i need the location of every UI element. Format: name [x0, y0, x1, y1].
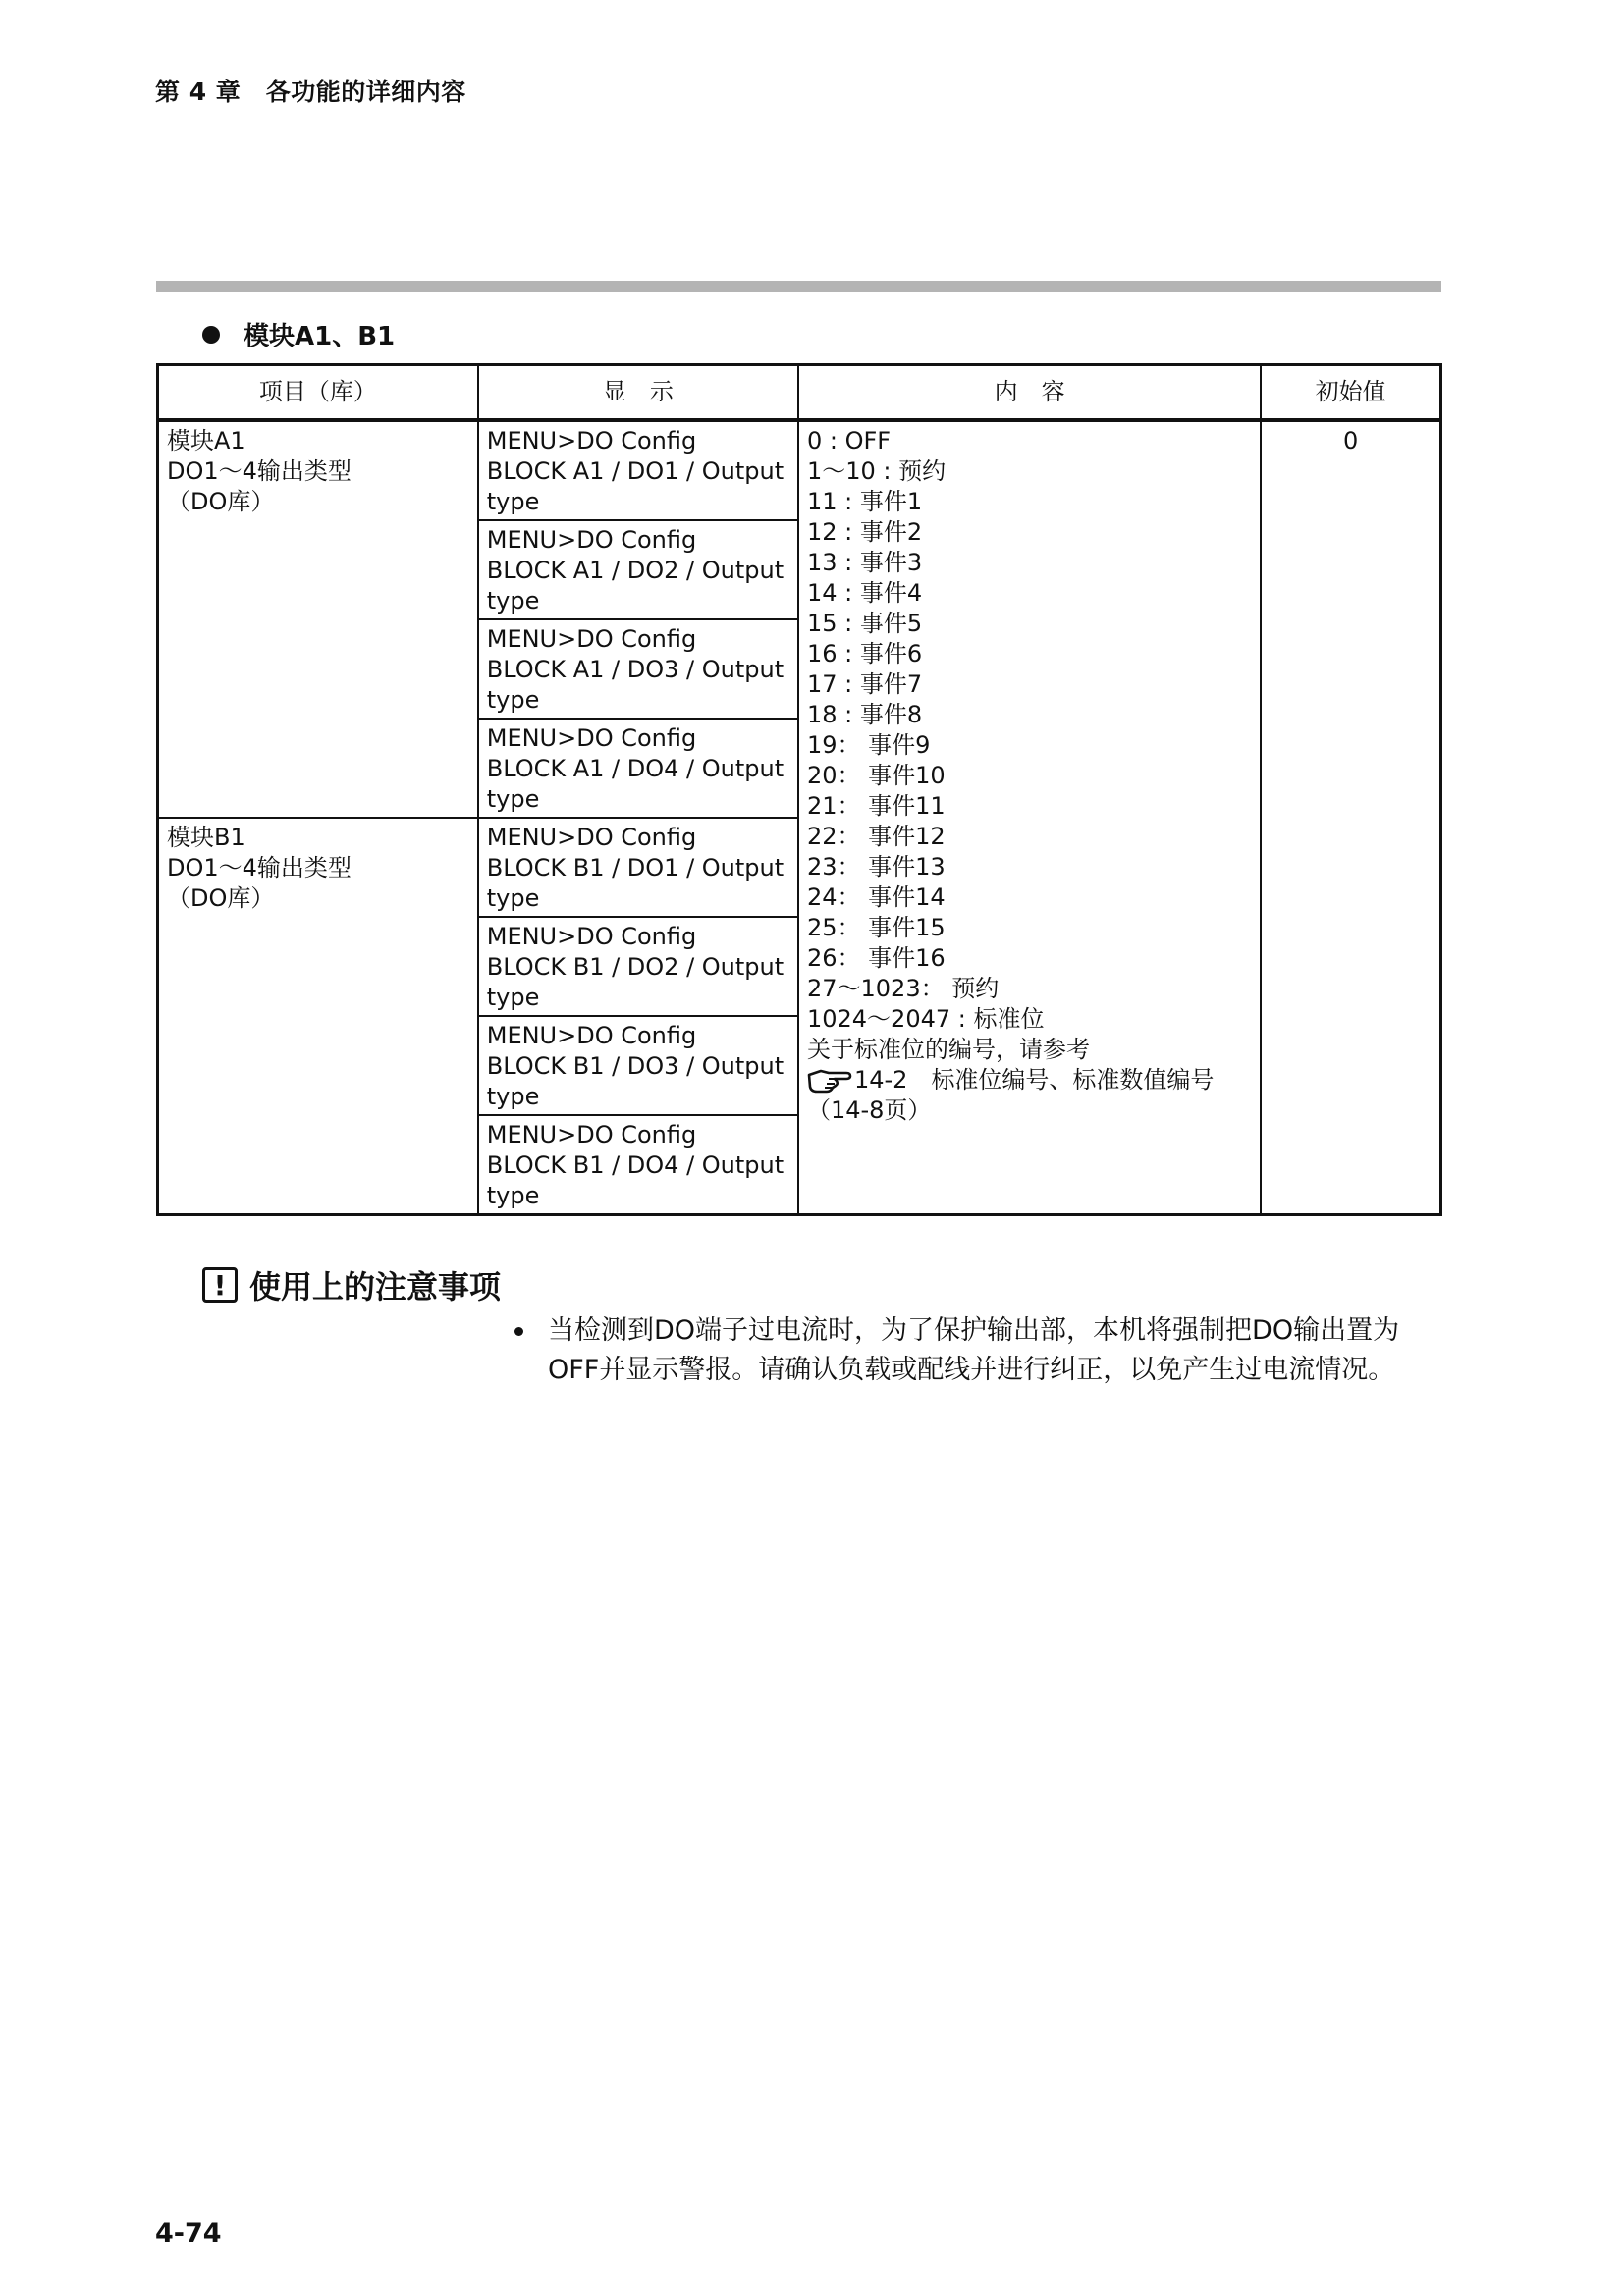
section-divider	[156, 281, 1441, 292]
bullet-icon	[202, 326, 220, 344]
content-line: 20： 事件10	[806, 762, 946, 789]
display-line: BLOCK A1 / DO1 / Output	[486, 457, 785, 485]
reference-line	[807, 1065, 1252, 1095]
display-cell	[478, 1016, 798, 1115]
display-line: type	[486, 884, 540, 912]
section-title	[202, 316, 395, 352]
display-line: MENU>DO Config	[486, 923, 697, 950]
content-line: 18 : 事件8	[806, 701, 923, 728]
content-line: 21： 事件11	[806, 792, 946, 820]
item-line: （DO库）	[167, 488, 275, 515]
item-cell-a1	[158, 420, 478, 818]
display-cell	[478, 520, 798, 619]
header-content: 内 容	[798, 365, 1261, 421]
display-line: BLOCK A1 / DO3 / Output	[486, 656, 785, 683]
display-line: BLOCK B1 / DO2 / Output	[486, 953, 785, 981]
content-line: 关于标准位的编号，请参考	[806, 1036, 1090, 1063]
initial-value-cell: 0	[1261, 420, 1440, 1215]
display-line: MENU>DO Config	[486, 1022, 697, 1049]
content-line: 22： 事件12	[806, 823, 946, 850]
page-number: 4-74	[155, 2218, 222, 2249]
caution-icon: !	[202, 1267, 238, 1303]
caution-body	[514, 1311, 1447, 1390]
display-cell	[478, 1115, 798, 1215]
item-line: 模块B1	[167, 824, 245, 851]
header-display: 显 示	[478, 365, 798, 421]
content-line: 23： 事件13	[806, 853, 946, 881]
content-line: 17 : 事件7	[806, 670, 923, 698]
caution-heading	[202, 1262, 501, 1308]
content-line: 15 : 事件5	[806, 610, 923, 637]
display-line: type	[486, 785, 540, 813]
display-line: type	[486, 1083, 540, 1110]
content-line: 24： 事件14	[806, 883, 946, 911]
display-cell	[478, 719, 798, 818]
table-row	[158, 420, 1441, 520]
table-header-row	[158, 365, 1441, 421]
content-line: 16 : 事件6	[806, 640, 923, 667]
display-line: BLOCK A1 / DO2 / Output	[486, 557, 785, 584]
content-cell	[798, 420, 1261, 1215]
reference-section: 14-2	[853, 1066, 908, 1094]
pointing-hand-icon	[807, 1067, 852, 1095]
chapter-header: 第 4 章 各功能的详细内容	[155, 78, 466, 106]
bullet-icon	[514, 1327, 523, 1336]
display-line: type	[486, 488, 540, 515]
item-cell-b1	[158, 818, 478, 1215]
content-line: 27～1023： 预约	[806, 975, 1000, 1002]
item-line: 模块A1	[167, 427, 245, 454]
display-line: BLOCK B1 / DO1 / Output	[486, 854, 785, 881]
content-line: 25： 事件15	[806, 914, 946, 941]
caution-title-text: 使用上的注意事项	[249, 1268, 502, 1306]
display-line: BLOCK B1 / DO4 / Output	[486, 1151, 785, 1179]
display-line: type	[486, 984, 540, 1011]
display-line: MENU>DO Config	[486, 824, 697, 851]
parameter-table	[156, 363, 1442, 1216]
reference-page: （14-8页）	[806, 1096, 932, 1124]
display-cell	[478, 917, 798, 1016]
display-line: MENU>DO Config	[486, 1121, 697, 1148]
reference-title: 标准位编号、标准数值编号	[931, 1066, 1215, 1094]
display-cell	[478, 619, 798, 719]
display-line: MENU>DO Config	[486, 724, 697, 752]
header-item: 项目（库）	[158, 365, 478, 421]
display-line: MENU>DO Config	[486, 526, 697, 554]
display-cell	[478, 818, 798, 917]
display-line: MENU>DO Config	[486, 427, 697, 454]
content-line: 1～10 : 预约	[806, 457, 947, 485]
content-line: 1024～2047 : 标准位	[806, 1005, 1045, 1033]
content-line: 12 : 事件2	[806, 518, 923, 546]
caution-line: 当检测到DO端子过电流时，为了保护输出部，本机将强制把DO输出置为	[548, 1315, 1400, 1346]
section-title-text: 模块A1、B1	[244, 322, 396, 351]
display-line: BLOCK A1 / DO4 / Output	[486, 755, 785, 782]
content-line: 19： 事件9	[806, 731, 931, 759]
display-line: MENU>DO Config	[486, 625, 697, 653]
display-cell	[478, 420, 798, 520]
display-line: type	[486, 1182, 540, 1209]
content-line: 0 : OFF	[806, 427, 892, 454]
item-line: （DO库）	[167, 884, 275, 912]
item-line: DO1～4输出类型	[167, 457, 352, 485]
display-line: type	[486, 686, 540, 714]
content-line: 26： 事件16	[806, 944, 946, 972]
header-initial: 初始值	[1261, 365, 1440, 421]
caution-line: OFF并显示警报。请确认负载或配线并进行纠正，以免产生过电流情况。	[548, 1355, 1395, 1385]
content-line: 11 : 事件1	[806, 488, 923, 515]
display-line: BLOCK B1 / DO3 / Output	[486, 1052, 785, 1080]
content-line: 14 : 事件4	[806, 579, 923, 607]
item-line: DO1～4输出类型	[167, 854, 352, 881]
display-line: type	[486, 587, 540, 614]
content-line: 13 : 事件3	[806, 549, 923, 576]
